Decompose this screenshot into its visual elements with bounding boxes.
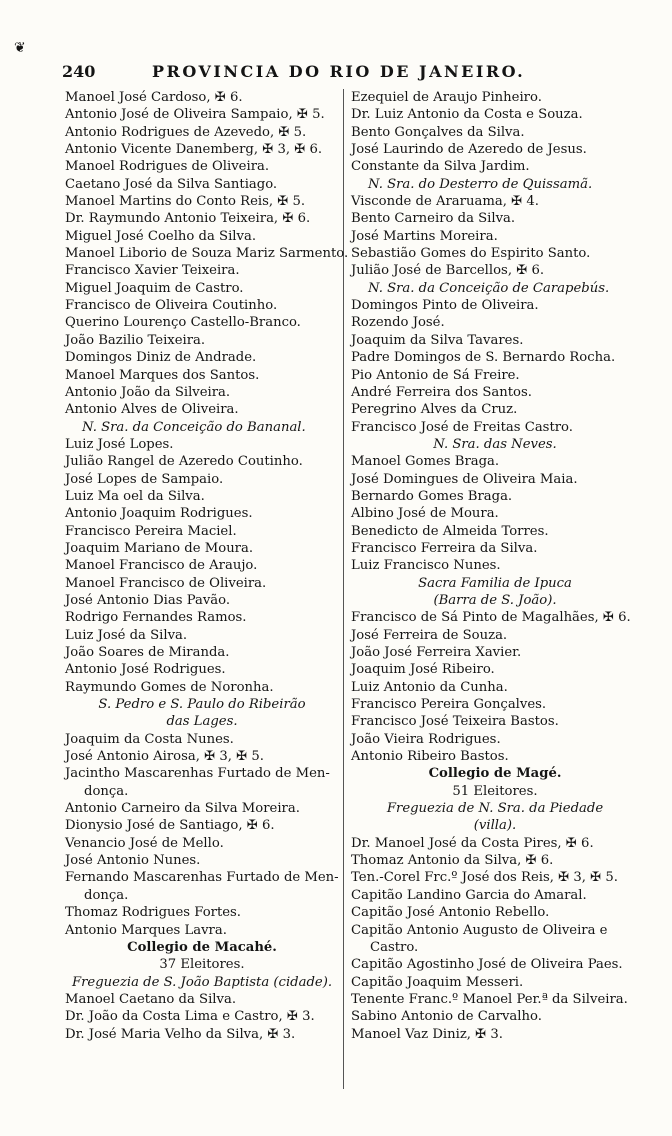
list-entry: Peregrino Alves da Cruz. xyxy=(351,402,518,418)
list-entry: Tenente Franc.º Manoel Per.ª da Silveira. xyxy=(351,991,628,1007)
list-entry: José Martins Moreira. xyxy=(351,228,498,244)
right-column xyxy=(346,89,644,1043)
list-entry: Rodrigo Fernandes Ramos. xyxy=(65,610,247,626)
list-entry: Miguel José Coelho da Silva. xyxy=(65,228,257,244)
list-entry: Francisco de Sá Pinto de Magalhães, ✠ 6. xyxy=(351,610,631,626)
parish-heading: S. Pedro e S. Paulo do Ribeirão xyxy=(98,697,306,713)
list-entry: Dr. Manoel José da Costa Pires, ✠ 6. xyxy=(351,835,594,851)
list-entry: Antonio Rodrigues de Azevedo, ✠ 5. xyxy=(65,124,307,140)
list-entry: Sebastião Gomes do Espirito Santo. xyxy=(351,246,591,262)
list-entry: Julião José de Barcellos, ✠ 6. xyxy=(351,263,545,279)
list-entry: Joaquim Mariano de Moura. xyxy=(65,540,254,556)
list-entry: Ezequiel de Araujo Pinheiro. xyxy=(351,90,542,105)
list-entry: Benedicto de Almeida Torres. xyxy=(351,523,549,539)
list-entry: Manoel Francisco de Oliveira. xyxy=(65,575,267,591)
list-entry: Thomaz Antonio da Silva, ✠ 6. xyxy=(351,853,554,869)
decorative-mark-icon: ❦ xyxy=(14,40,26,56)
list-entry: Luiz Ma oel da Silva. xyxy=(65,488,205,504)
list-entry: João Bazilio Teixeira. xyxy=(65,332,206,348)
list-entry: Manoel Caetano da Silva. xyxy=(65,991,237,1007)
parish-heading: Sacra Familia de Ipuca xyxy=(418,575,572,591)
list-entry: Dionysio José de Santiago, ✠ 6. xyxy=(65,818,275,834)
list-entry: João Soares de Miranda. xyxy=(65,645,230,660)
parish-heading: (Barra de S. João). xyxy=(433,592,557,608)
list-entry: João Vieira Rodrigues. xyxy=(351,731,501,747)
college-heading: Collegio de Magé. xyxy=(428,766,562,782)
parish-heading: N. Sra. da Conceição do Bananal. xyxy=(82,419,306,435)
list-entry: Joaquim da Silva Tavares. xyxy=(351,332,524,348)
list-entry: Rozendo José. xyxy=(351,315,445,331)
list-entry: Francisco Ferreira da Silva. xyxy=(351,540,538,556)
list-entry: Manoel Gomes Braga. xyxy=(351,454,500,470)
electors-count: 37 Eleitores. xyxy=(159,957,245,973)
list-entry: Miguel Joaquim de Castro. xyxy=(65,280,244,296)
list-entry: Capitão Landino Garcia do Amaral. xyxy=(351,887,587,903)
list-entry: Francisco Pereira Gonçalves. xyxy=(351,697,547,713)
parish-heading: das Lages. xyxy=(166,714,238,730)
college-heading: Collegio de Macahé. xyxy=(127,939,277,955)
list-entry: Albino José de Moura. xyxy=(351,506,499,522)
list-entry: Thomaz Rodrigues Fortes. xyxy=(65,905,242,921)
list-entry: Padre Domingos de S. Bernardo Rocha. xyxy=(351,350,616,366)
list-entry: Capitão José Antonio Rebello. xyxy=(351,905,550,921)
list-entry: Antonio Marques Lavra. xyxy=(65,922,227,938)
electors-count: 51 Eleitores. xyxy=(452,783,538,799)
list-entry: Caetano José da Silva Santiago. xyxy=(65,176,278,192)
list-entry: Manoel José Cardoso, ✠ 6. xyxy=(65,90,243,105)
list-entry: Capitão Agostinho José de Oliveira Paes. xyxy=(351,957,623,973)
list-entry: Francisco Pereira Maciel. xyxy=(65,523,237,539)
list-entry: Francisco José de Freitas Castro. xyxy=(351,419,573,435)
list-entry: João José Ferreira Xavier. xyxy=(351,645,522,660)
list-entry: Domingos Pinto de Oliveira. xyxy=(351,298,539,314)
list-entry: Luiz Antonio da Cunha. xyxy=(351,679,508,695)
list-entry: Dr. José Maria Velho da Silva, ✠ 3. xyxy=(65,1026,296,1042)
list-entry: Sabino Antonio de Carvalho. xyxy=(351,1009,542,1025)
list-entry: Luiz José Lopes. xyxy=(65,436,174,452)
list-entry: José Laurindo de Azeredo de Jesus. xyxy=(351,142,587,158)
list-entry: Antonio José de Oliveira Sampaio, ✠ 5. xyxy=(65,107,325,123)
list-entry: José Lopes de Sampaio. xyxy=(65,471,224,487)
list-entry: Manoel Francisco de Araujo. xyxy=(65,558,258,574)
list-entry: Venancio José de Mello. xyxy=(65,835,224,851)
page-header xyxy=(62,60,640,84)
list-entry: Julião Rangel de Azeredo Coutinho. xyxy=(65,454,303,470)
list-entry: Pio Antonio de Sá Freire. xyxy=(351,367,520,383)
list-entry: José Ferreira de Souza. xyxy=(351,627,508,643)
list-entry: José Antonio Nunes. xyxy=(65,853,201,869)
list-entry: Antonio Ribeiro Bastos. xyxy=(351,749,509,765)
list-entry: Manoel Marques dos Santos. xyxy=(65,367,260,383)
parish-heading: Freguezia de N. Sra. da Piedade xyxy=(386,801,604,817)
list-entry: José Antonio Dias Pavão. xyxy=(65,592,231,608)
list-entry: Dr. Raymundo Antonio Teixeira, ✠ 6. xyxy=(65,211,311,227)
list-entry: Querino Lourenço Castello-Branco. xyxy=(65,315,301,331)
list-entry: Antonio João da Silveira. xyxy=(65,384,231,400)
list-entry: Manoel Liborio de Souza Mariz Sarmento. xyxy=(65,246,349,262)
list-entry: Antonio Joaquim Rodrigues. xyxy=(65,506,253,522)
page-number: 240 xyxy=(62,62,96,81)
list-entry: Domingos Diniz de Andrade. xyxy=(65,350,257,366)
list-entry: Joaquim da Costa Nunes. xyxy=(65,731,234,747)
list-entry-continuation: Castro. xyxy=(370,939,419,955)
parish-heading: (villa). xyxy=(473,818,517,834)
list-entry: Ten.-Corel Frc.º José dos Reis, ✠ 3, ✠ 5. xyxy=(351,870,618,886)
parish-heading: Freguezia de S. João Baptista (cidade). xyxy=(71,974,333,990)
list-entry-continuation: donça. xyxy=(84,783,129,799)
list-entry: André Ferreira dos Santos. xyxy=(351,384,532,400)
parish-heading: N. Sra. da Conceição de Carapebús. xyxy=(368,280,610,296)
list-entry: Joaquim José Ribeiro. xyxy=(351,662,495,678)
parish-heading: N. Sra. do Desterro de Quissamã. xyxy=(368,176,593,192)
list-entry: Dr. João da Costa Lima e Castro, ✠ 3. xyxy=(65,1009,315,1025)
list-entry: Francisco José Teixeira Bastos. xyxy=(351,714,559,730)
list-entry: Constante da Silva Jardim. xyxy=(351,159,530,175)
list-entry: Manoel Vaz Diniz, ✠ 3. xyxy=(351,1026,503,1042)
list-entry: José Domingues de Oliveira Maia. xyxy=(351,471,578,487)
list-entry: Antonio Alves de Oliveira. xyxy=(65,402,239,418)
list-entry: Francisco Xavier Teixeira. xyxy=(65,263,240,279)
list-entry: Capitão Antonio Augusto de Oliveira e xyxy=(351,922,608,938)
list-entry-continuation: donça. xyxy=(84,887,129,903)
list-entry: Manoel Rodrigues de Oliveira. xyxy=(65,159,270,175)
list-entry: Visconde de Araruama, ✠ 4. xyxy=(351,194,539,210)
list-entry: Antonio José Rodrigues. xyxy=(65,662,226,678)
list-entry: Capitão Joaquim Messeri. xyxy=(351,974,524,990)
list-entry: Bento Gonçalves da Silva. xyxy=(351,124,525,140)
list-entry: Luiz José da Silva. xyxy=(65,627,188,643)
list-entry: Antonio Vicente Danemberg, ✠ 3, ✠ 6. xyxy=(65,142,323,158)
list-entry: José Antonio Airosa, ✠ 3, ✠ 5. xyxy=(65,749,264,765)
list-entry: Bernardo Gomes Braga. xyxy=(351,488,513,504)
list-entry: Antonio Carneiro da Silva Moreira. xyxy=(65,801,300,817)
list-entry: Bento Carneiro da Silva. xyxy=(351,211,516,227)
list-entry: Fernando Mascarenhas Furtado de Men- xyxy=(65,870,339,886)
list-entry: Francisco de Oliveira Coutinho. xyxy=(65,298,278,314)
left-column xyxy=(60,89,349,1043)
list-entry: Luiz Francisco Nunes. xyxy=(351,558,501,574)
list-entry: Jacintho Mascarenhas Furtado de Men- xyxy=(65,766,330,782)
list-entry: Manoel Martins do Conto Reis, ✠ 5. xyxy=(65,194,306,210)
page-title: PROVINCIA DO RIO DE JANEIRO. xyxy=(152,62,526,81)
list-entry: Dr. Luiz Antonio da Costa e Souza. xyxy=(351,107,583,123)
list-entry: Raymundo Gomes de Noronha. xyxy=(65,679,274,695)
parish-heading: N. Sra. das Neves. xyxy=(433,436,557,452)
